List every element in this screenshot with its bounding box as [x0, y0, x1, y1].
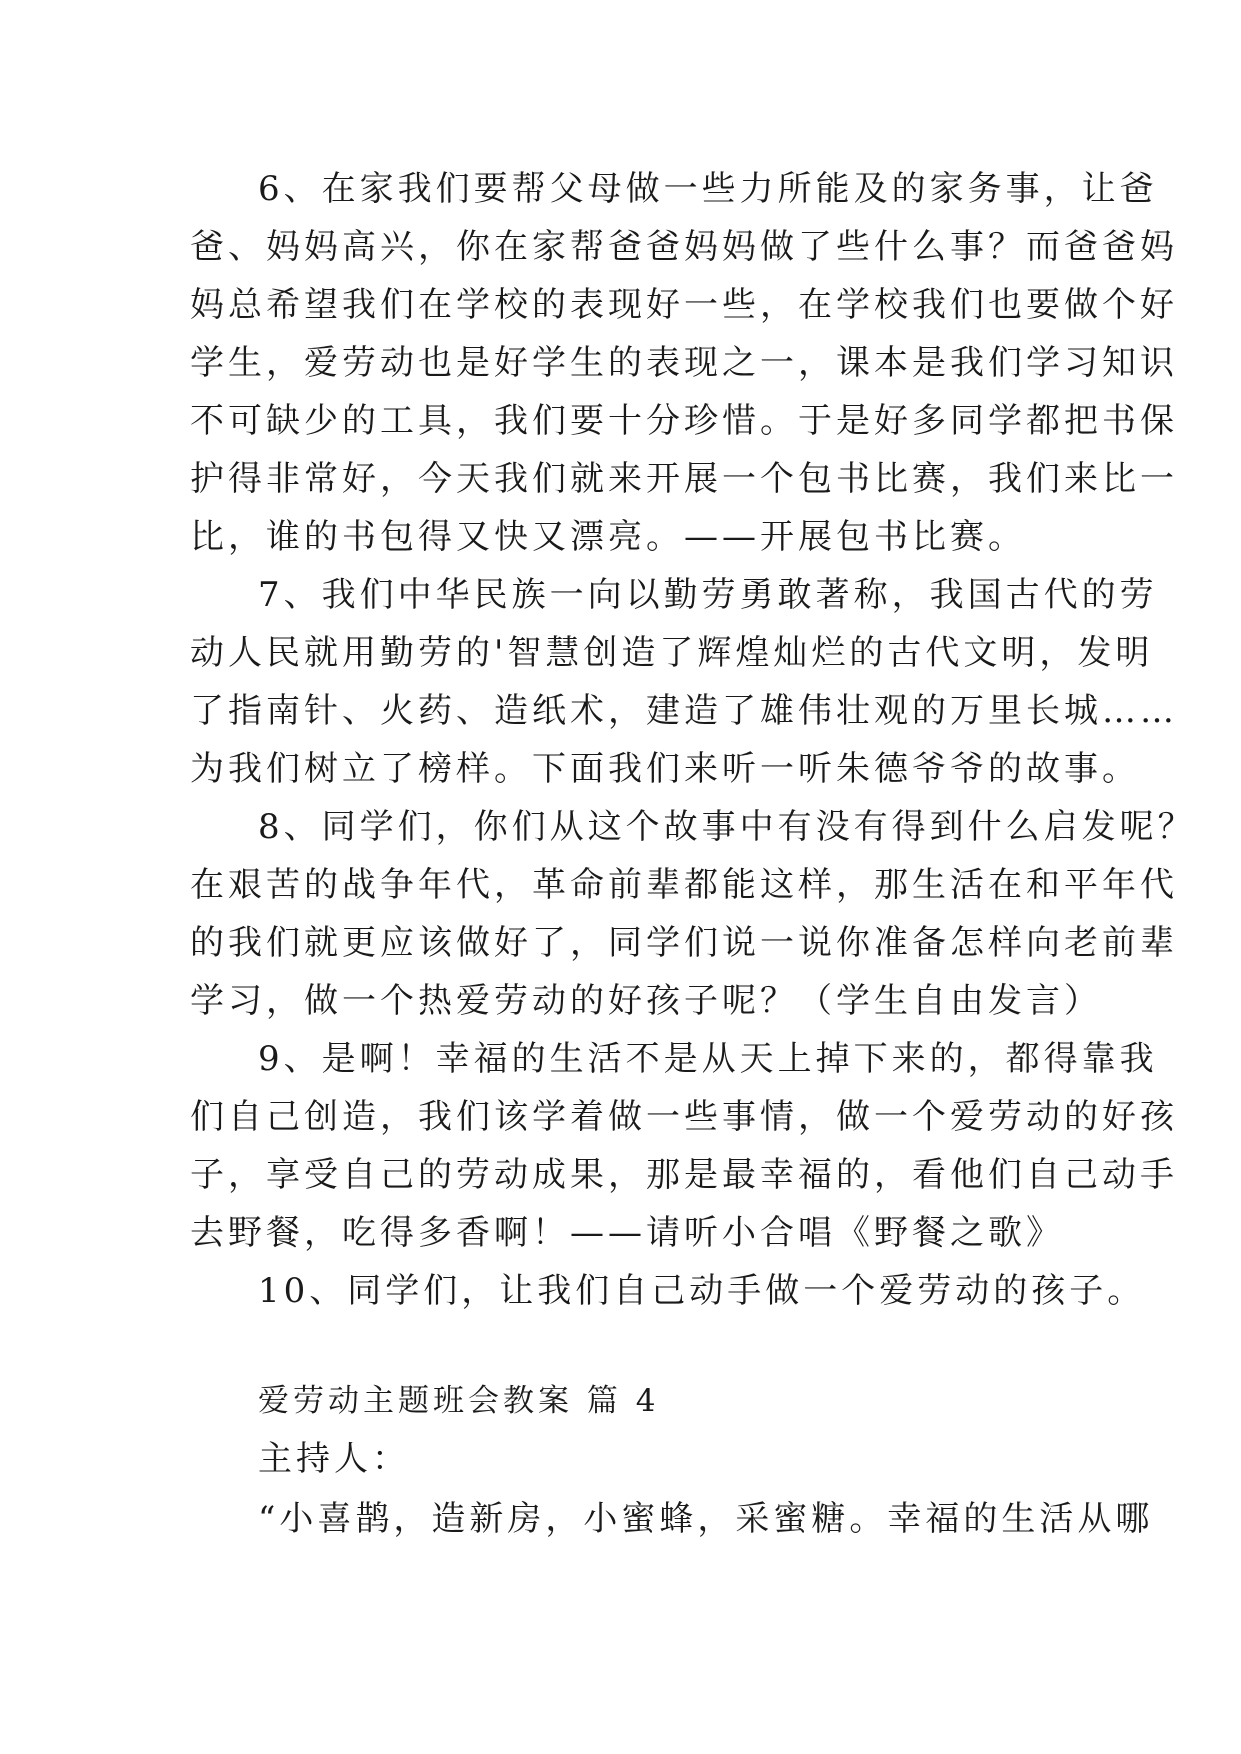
- paragraph-6-line-1: 6、在家我们要帮父母做一些力所能及的家务事，让爸: [258, 169, 1158, 209]
- paragraph-7-line-4: 为我们树立了榜样。下面我们来听一听朱德爷爷的故事。: [190, 749, 1140, 789]
- paragraph-8-line-2: 在艰苦的战争年代，革命前辈都能这样，那生活在和平年代: [190, 865, 1178, 905]
- paragraph-6-line-7: 比，谁的书包得又快又漂亮。——开展包书比赛。: [190, 517, 1026, 557]
- paragraph-6-line-6: 护得非常好，今天我们就来开展一个包书比赛，我们来比一: [190, 459, 1178, 499]
- paragraph-9-line-4: 去野餐，吃得多香啊！——请听小合唱《野餐之歌》: [190, 1213, 1064, 1253]
- paragraph-6-line-4: 学生，爱劳动也是好学生的表现之一，课本是我们学习知识: [190, 343, 1178, 383]
- paragraph-7-line-1: 7、我们中华民族一向以勤劳勇敢著称，我国古代的劳: [258, 575, 1158, 615]
- paragraph-8-line-1: 8、同学们，你们从这个故事中有没有得到什么启发呢？: [258, 807, 1196, 847]
- paragraph-7-line-3: 了指南针、火药、造纸术，建造了雄伟壮观的万里长城……: [190, 691, 1178, 731]
- paragraph-6-line-5: 不可缺少的工具，我们要十分珍惜。于是好多同学都把书保: [190, 401, 1178, 441]
- paragraph-9-line-2: 们自己创造，我们该学着做一些事情，做一个爱劳动的好孩: [190, 1097, 1178, 1137]
- paragraph-7-line-2: 动人民就用勤劳的'智慧创造了辉煌灿烂的古代文明，发明: [190, 633, 1154, 673]
- paragraph-6-line-2: 爸、妈妈高兴，你在家帮爸爸妈妈做了些什么事？而爸爸妈: [190, 227, 1178, 267]
- paragraph-6-line-3: 妈总希望我们在学校的表现好一些，在学校我们也要做个好: [190, 285, 1178, 325]
- paragraph-10-line-1: 10、同学们，让我们自己动手做一个爱劳动的孩子。: [258, 1271, 1146, 1311]
- paragraph-8-line-4: 学习，做一个热爱劳动的好孩子呢？（学生自由发言）: [190, 981, 1102, 1021]
- paragraph-9-line-3: 子，享受自己的劳动成果，那是最幸福的，看他们自己动手: [190, 1155, 1178, 1195]
- quote-line-1: “小喜鹊，造新房，小蜜蜂，采蜜糖。幸福的生活从哪: [258, 1499, 1154, 1539]
- section-heading: 爱劳动主题班会教案 篇 4: [258, 1383, 660, 1419]
- paragraph-8-line-3: 的我们就更应该做好了，同学们说一说你准备怎样向老前辈: [190, 923, 1178, 963]
- host-label: 主持人：: [258, 1439, 410, 1479]
- paragraph-9-line-1: 9、是啊！幸福的生活不是从天上掉下来的，都得靠我: [258, 1039, 1158, 1079]
